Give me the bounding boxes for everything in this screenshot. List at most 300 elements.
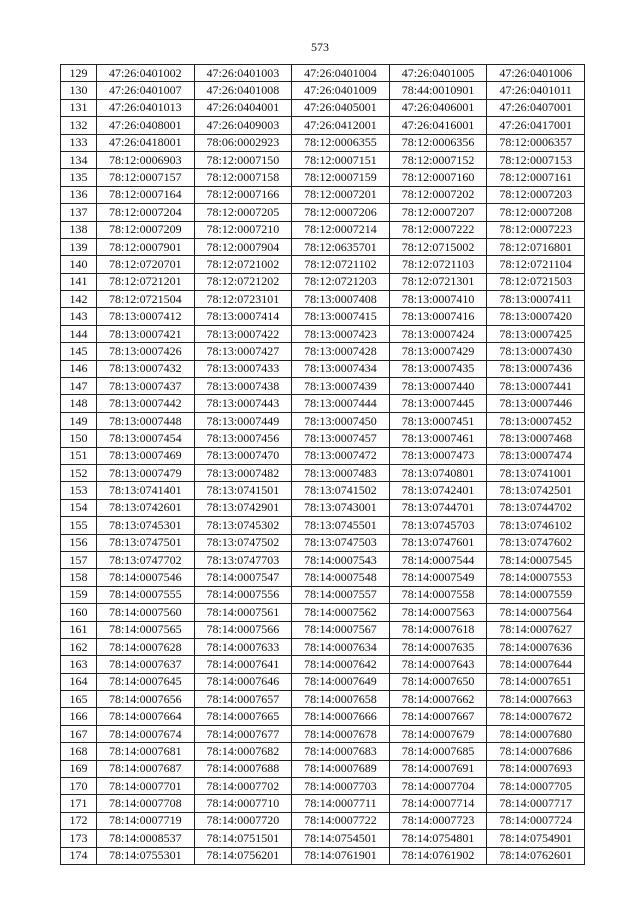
cadastral-code-cell: 78:14:0007627	[487, 621, 585, 638]
row-number-cell: 138	[61, 221, 97, 238]
cadastral-code-cell: 78:12:0007901	[97, 238, 195, 255]
cadastral-code-cell: 78:14:0007636	[487, 638, 585, 655]
cadastral-code-cell: 78:13:0007446	[487, 395, 585, 412]
cadastral-code-cell: 78:14:0007553	[487, 569, 585, 586]
cadastral-code-cell: 78:14:0007704	[389, 778, 487, 795]
cadastral-code-cell: 78:13:0007439	[292, 378, 390, 395]
cadastral-code-cell: 78:12:0007157	[97, 169, 195, 186]
cadastral-code-cell: 78:14:0007683	[292, 743, 390, 760]
cadastral-code-cell: 47:26:0401009	[292, 82, 390, 99]
cadastral-code-cell: 78:14:0756201	[194, 847, 292, 864]
cadastral-code-cell: 78:14:0754801	[389, 830, 487, 847]
row-number-cell: 167	[61, 725, 97, 742]
row-number-cell: 141	[61, 273, 97, 290]
cadastral-code-cell: 78:14:0007567	[292, 621, 390, 638]
cadastral-code-cell: 47:26:0401006	[487, 65, 585, 82]
cadastral-code-cell: 78:13:0007430	[487, 343, 585, 360]
table-row	[61, 308, 585, 325]
cadastral-code-cell: 78:14:0007561	[194, 604, 292, 621]
cadastral-code-cell: 78:13:0745302	[194, 517, 292, 534]
row-number-cell: 145	[61, 343, 97, 360]
cadastral-code-cell: 78:13:0741001	[487, 464, 585, 481]
cadastral-code-cell: 78:14:0007701	[97, 778, 195, 795]
cadastral-code-cell: 78:14:0007644	[487, 656, 585, 673]
row-number-cell: 165	[61, 691, 97, 708]
table-row	[61, 812, 585, 829]
cadastral-code-cell: 78:13:0007421	[97, 325, 195, 342]
table-row	[61, 430, 585, 447]
row-number-cell: 147	[61, 378, 97, 395]
cadastral-code-cell: 78:12:0007208	[487, 204, 585, 221]
cadastral-code-cell: 78:13:0747702	[97, 551, 195, 568]
page-number: 573	[311, 40, 329, 54]
row-number-cell: 143	[61, 308, 97, 325]
cadastral-code-cell: 78:14:0007555	[97, 586, 195, 603]
cadastral-code-cell: 78:12:0721002	[194, 256, 292, 273]
cadastral-code-cell: 78:13:0007424	[389, 325, 487, 342]
cadastral-code-cell: 78:12:0007207	[389, 204, 487, 221]
cadastral-code-cell: 47:26:0406001	[389, 99, 487, 116]
cadastral-code-cell: 78:44:0010901	[389, 82, 487, 99]
cadastral-code-cell: 78:13:0007411	[487, 291, 585, 308]
table-row	[61, 656, 585, 673]
cadastral-code-cell: 47:26:0408001	[97, 117, 195, 134]
cadastral-code-cell: 78:12:0007166	[194, 186, 292, 203]
cadastral-code-cell: 78:14:0761902	[389, 847, 487, 864]
cadastral-code-cell: 78:13:0007452	[487, 412, 585, 429]
row-number-cell: 153	[61, 482, 97, 499]
cadastral-code-cell: 78:14:0007618	[389, 621, 487, 638]
cadastral-code-cell: 47:26:0416001	[389, 117, 487, 134]
cadastral-code-cell: 47:26:0401004	[292, 65, 390, 82]
table-row	[61, 743, 585, 760]
cadastral-code-cell: 78:14:0007634	[292, 638, 390, 655]
cadastral-code-cell: 78:12:0721202	[194, 273, 292, 290]
row-number-cell: 148	[61, 395, 97, 412]
cadastral-code-cell: 47:26:0409003	[194, 117, 292, 134]
cadastral-code-cell: 78:14:0007714	[389, 795, 487, 812]
row-number-cell: 166	[61, 708, 97, 725]
row-number-cell: 137	[61, 204, 97, 221]
table-row	[61, 117, 585, 134]
table-row	[61, 795, 585, 812]
cadastral-code-cell: 78:13:0007449	[194, 412, 292, 429]
cadastral-code-cell: 78:14:0007663	[487, 691, 585, 708]
cadastral-code-cell: 78:13:0007457	[292, 430, 390, 447]
cadastral-code-cell: 78:14:0007548	[292, 569, 390, 586]
cadastral-code-cell: 78:14:0007645	[97, 673, 195, 690]
cadastral-code-cell: 78:13:0744701	[389, 499, 487, 516]
row-number-cell: 162	[61, 638, 97, 655]
cadastral-code-cell: 78:13:0007443	[194, 395, 292, 412]
cadastral-code-cell: 78:14:0007682	[194, 743, 292, 760]
cadastral-code-cell: 78:14:0007677	[194, 725, 292, 742]
cadastral-code-cell: 78:13:0007456	[194, 430, 292, 447]
cadastral-code-cell: 78:14:0007672	[487, 708, 585, 725]
row-number-cell: 160	[61, 604, 97, 621]
cadastral-code-cell: 47:26:0417001	[487, 117, 585, 134]
cadastral-code-cell: 78:14:0007723	[389, 812, 487, 829]
cadastral-code-cell: 78:12:0006357	[487, 134, 585, 151]
cadastral-code-cell: 78:14:0007544	[389, 551, 487, 568]
cadastral-code-cell: 47:26:0418001	[97, 134, 195, 151]
table-row	[61, 412, 585, 429]
row-number-cell: 142	[61, 291, 97, 308]
cadastral-code-cell: 78:12:0007206	[292, 204, 390, 221]
table-row	[61, 725, 585, 742]
table-row	[61, 551, 585, 568]
cadastral-code-cell: 78:13:0007429	[389, 343, 487, 360]
cadastral-code-cell: 78:14:0007705	[487, 778, 585, 795]
table-row	[61, 256, 585, 273]
cadastral-code-cell: 47:26:0401003	[194, 65, 292, 82]
cadastral-code-cell: 78:14:0007547	[194, 569, 292, 586]
row-number-cell: 150	[61, 430, 97, 447]
cadastral-code-cell: 78:13:0007483	[292, 464, 390, 481]
cadastral-code-cell: 78:12:0007202	[389, 186, 487, 203]
row-number-cell: 169	[61, 760, 97, 777]
table-row	[61, 82, 585, 99]
cadastral-code-cell: 78:14:0007556	[194, 586, 292, 603]
cadastral-code-cell: 78:13:0742401	[389, 482, 487, 499]
table-row	[61, 499, 585, 516]
table-row	[61, 325, 585, 342]
cadastral-code-cell: 78:14:0007558	[389, 586, 487, 603]
cadastral-code-cell: 78:14:0007703	[292, 778, 390, 795]
cadastral-code-cell: 78:12:0721301	[389, 273, 487, 290]
table-row	[61, 238, 585, 255]
row-number-cell: 154	[61, 499, 97, 516]
row-number-cell: 149	[61, 412, 97, 429]
cadastral-code-cell: 78:14:0007678	[292, 725, 390, 742]
cadastral-code-cell: 78:13:0743001	[292, 499, 390, 516]
cadastral-code-cell: 78:14:0007564	[487, 604, 585, 621]
row-number-cell: 173	[61, 830, 97, 847]
row-number-cell: 159	[61, 586, 97, 603]
cadastral-code-cell: 78:14:0007719	[97, 812, 195, 829]
row-number-cell: 164	[61, 673, 97, 690]
cadastral-code-cell: 78:14:0754501	[292, 830, 390, 847]
cadastral-code-cell: 78:13:0007423	[292, 325, 390, 342]
cadastral-code-cell: 78:14:0007650	[389, 673, 487, 690]
table-row	[61, 534, 585, 551]
cadastral-code-cell: 78:14:0007674	[97, 725, 195, 742]
cadastral-code-cell: 78:12:0007152	[389, 151, 487, 168]
table-row	[61, 621, 585, 638]
cadastral-code-cell: 78:13:0007461	[389, 430, 487, 447]
cadastral-code-cell: 78:13:0007427	[194, 343, 292, 360]
cadastral-code-cell: 78:12:0007223	[487, 221, 585, 238]
cadastral-code-cell: 78:12:0007164	[97, 186, 195, 203]
cadastral-code-cell: 78:12:0721504	[97, 291, 195, 308]
cadastral-code-cell: 78:13:0007440	[389, 378, 487, 395]
cadastral-code-cell: 78:13:0740801	[389, 464, 487, 481]
cadastral-code-cell: 78:14:0007666	[292, 708, 390, 725]
cadastral-code-cell: 78:14:0007667	[389, 708, 487, 725]
cadastral-code-cell: 78:12:0007150	[194, 151, 292, 168]
table-row	[61, 151, 585, 168]
cadastral-code-cell: 78:13:0007442	[97, 395, 195, 412]
row-number-cell: 163	[61, 656, 97, 673]
cadastral-code-cell: 78:13:0746102	[487, 517, 585, 534]
cadastral-code-cell: 78:14:0007565	[97, 621, 195, 638]
cadastral-code-cell: 78:13:0007438	[194, 378, 292, 395]
cadastral-code-cell: 78:14:0007549	[389, 569, 487, 586]
cadastral-code-cell: 78:14:0007657	[194, 691, 292, 708]
cadastral-code-cell: 78:14:0007642	[292, 656, 390, 673]
cadastral-code-cell: 78:13:0742601	[97, 499, 195, 516]
cadastral-code-cell: 78:14:0007691	[389, 760, 487, 777]
row-number-cell: 152	[61, 464, 97, 481]
cadastral-code-cell: 47:26:0412001	[292, 117, 390, 134]
cadastral-code-cell: 78:13:0007444	[292, 395, 390, 412]
cadastral-code-cell: 78:14:0007687	[97, 760, 195, 777]
table-row	[61, 691, 585, 708]
cadastral-code-cell: 78:12:0721203	[292, 273, 390, 290]
cadastral-code-cell: 78:13:0007414	[194, 308, 292, 325]
table-row	[61, 360, 585, 377]
cadastral-code-cell: 78:12:0007153	[487, 151, 585, 168]
table-row	[61, 169, 585, 186]
row-number-cell: 144	[61, 325, 97, 342]
row-number-cell: 136	[61, 186, 97, 203]
cadastral-code-cell: 78:14:0007717	[487, 795, 585, 812]
row-number-cell: 155	[61, 517, 97, 534]
cadastral-code-cell: 78:12:0721102	[292, 256, 390, 273]
row-number-cell: 140	[61, 256, 97, 273]
cadastral-code-cell: 78:13:0007441	[487, 378, 585, 395]
table-row	[61, 482, 585, 499]
cadastral-code-cell: 78:13:0007428	[292, 343, 390, 360]
cadastral-code-cell: 78:13:0007432	[97, 360, 195, 377]
cadastral-code-cell: 78:13:0741501	[194, 482, 292, 499]
cadastral-code-cell: 78:13:0007437	[97, 378, 195, 395]
cadastral-code-cell: 78:13:0007434	[292, 360, 390, 377]
cadastral-code-cell: 78:14:0007566	[194, 621, 292, 638]
cadastral-code-cell: 78:14:0007693	[487, 760, 585, 777]
cadastral-code-cell: 78:13:0745501	[292, 517, 390, 534]
cadastral-code-cell: 47:26:0401013	[97, 99, 195, 116]
cadastral-code-cell: 78:12:0721201	[97, 273, 195, 290]
row-number-cell: 156	[61, 534, 97, 551]
cadastral-code-cell: 78:06:0002923	[194, 134, 292, 151]
cadastral-code-cell: 78:14:0007679	[389, 725, 487, 742]
cadastral-code-cell: 78:12:0007201	[292, 186, 390, 203]
cadastral-code-cell: 78:14:0007543	[292, 551, 390, 568]
cadastral-code-cell: 78:14:0007641	[194, 656, 292, 673]
row-number-cell: 131	[61, 99, 97, 116]
cadastral-code-cell: 78:14:0007665	[194, 708, 292, 725]
cadastral-code-cell: 78:14:0007689	[292, 760, 390, 777]
cadastral-code-cell: 78:13:0747502	[194, 534, 292, 551]
cadastral-code-cell: 78:14:0007633	[194, 638, 292, 655]
cadastral-code-cell: 78:13:0007433	[194, 360, 292, 377]
cadastral-code-cell: 78:12:0007160	[389, 169, 487, 186]
cadastral-code-cell: 78:13:0007479	[97, 464, 195, 481]
cadastral-code-cell: 78:13:0747501	[97, 534, 195, 551]
cadastral-code-cell: 78:13:0007450	[292, 412, 390, 429]
cadastral-code-cell: 78:12:0007205	[194, 204, 292, 221]
cadastral-code-cell: 78:13:0007482	[194, 464, 292, 481]
table-row	[61, 378, 585, 395]
table-row	[61, 395, 585, 412]
cadastral-code-cell: 78:13:0007420	[487, 308, 585, 325]
cadastral-code-cell: 47:26:0405001	[292, 99, 390, 116]
cadastral-code-cell: 78:14:0007651	[487, 673, 585, 690]
cadastral-code-cell: 78:12:0007161	[487, 169, 585, 186]
table-row	[61, 447, 585, 464]
cadastral-code-cell: 78:14:0007628	[97, 638, 195, 655]
cadastral-code-cell: 78:13:0007474	[487, 447, 585, 464]
cadastral-code-cell: 78:13:0741401	[97, 482, 195, 499]
table-row	[61, 464, 585, 481]
cadastral-code-cell: 78:13:0007410	[389, 291, 487, 308]
cadastral-code-cell: 78:13:0007445	[389, 395, 487, 412]
table-row	[61, 204, 585, 221]
table-row	[61, 134, 585, 151]
cadastral-code-cell: 78:14:0007545	[487, 551, 585, 568]
table-row	[61, 586, 585, 603]
table-row	[61, 569, 585, 586]
cadastral-code-cell: 78:13:0747602	[487, 534, 585, 551]
cadastral-code-cell: 78:14:0007656	[97, 691, 195, 708]
cadastral-code-cell: 78:14:0007686	[487, 743, 585, 760]
table-body	[61, 65, 585, 865]
cadastral-code-cell: 78:14:0007702	[194, 778, 292, 795]
cadastral-code-cell: 78:12:0007204	[97, 204, 195, 221]
cadastral-code-cell: 78:12:0007158	[194, 169, 292, 186]
cadastral-code-cell: 78:13:0007408	[292, 291, 390, 308]
cadastral-code-cell: 78:13:0741502	[292, 482, 390, 499]
row-number-cell: 174	[61, 847, 97, 864]
cadastral-code-cell: 78:14:0761901	[292, 847, 390, 864]
table-row	[61, 830, 585, 847]
cadastral-code-cell: 78:12:0006903	[97, 151, 195, 168]
cadastral-code-cell: 78:12:0635701	[292, 238, 390, 255]
cadastral-code-cell: 78:14:0007681	[97, 743, 195, 760]
cadastral-code-cell: 47:26:0407001	[487, 99, 585, 116]
cadastral-code-cell: 78:14:0007720	[194, 812, 292, 829]
cadastral-code-cell: 78:13:0007451	[389, 412, 487, 429]
table-row	[61, 273, 585, 290]
cadastral-code-cell: 78:12:0721104	[487, 256, 585, 273]
cadastral-code-cell: 78:12:0006356	[389, 134, 487, 151]
cadastral-code-cell: 78:14:0007722	[292, 812, 390, 829]
cadastral-code-cell: 78:12:0715002	[389, 238, 487, 255]
cadastral-code-cell: 78:14:0007664	[97, 708, 195, 725]
row-number-cell: 170	[61, 778, 97, 795]
table-row	[61, 604, 585, 621]
cadastral-code-cell: 78:13:0007472	[292, 447, 390, 464]
table-row	[61, 99, 585, 116]
table-row	[61, 760, 585, 777]
cadastral-code-cell: 78:12:0723101	[194, 291, 292, 308]
table-row	[61, 517, 585, 534]
cadastral-code-cell: 78:12:0007151	[292, 151, 390, 168]
cadastral-code-cell: 78:13:0747703	[194, 551, 292, 568]
row-number-cell: 161	[61, 621, 97, 638]
cadastral-code-cell: 78:14:0007635	[389, 638, 487, 655]
cadastral-code-cell: 78:12:0007222	[389, 221, 487, 238]
cadastral-code-cell: 78:13:0745703	[389, 517, 487, 534]
cadastral-code-cell: 47:26:0401008	[194, 82, 292, 99]
cadastral-code-cell: 78:12:0007209	[97, 221, 195, 238]
cadastral-code-cell: 78:12:0720701	[97, 256, 195, 273]
cadastral-code-cell: 47:26:0401005	[389, 65, 487, 82]
cadastral-code-cell: 78:13:0007435	[389, 360, 487, 377]
cadastral-code-cell: 78:12:0006355	[292, 134, 390, 151]
cadastral-code-cell: 78:14:0007643	[389, 656, 487, 673]
cadastral-code-cell: 78:14:0007557	[292, 586, 390, 603]
table-row	[61, 708, 585, 725]
cadastral-code-cell: 47:26:0401002	[97, 65, 195, 82]
cadastral-code-cell: 78:14:0007649	[292, 673, 390, 690]
cadastral-code-cell: 78:13:0007415	[292, 308, 390, 325]
row-number-cell: 129	[61, 65, 97, 82]
cadastral-code-cell: 78:14:0755301	[97, 847, 195, 864]
row-number-cell: 158	[61, 569, 97, 586]
cadastral-code-cell: 47:26:0401011	[487, 82, 585, 99]
cadastral-code-cell: 78:14:0007680	[487, 725, 585, 742]
cadastral-code-cell: 78:12:0721103	[389, 256, 487, 273]
table-row	[61, 778, 585, 795]
table-row	[61, 186, 585, 203]
cadastral-code-cell: 78:13:0007468	[487, 430, 585, 447]
row-number-cell: 146	[61, 360, 97, 377]
table-row	[61, 221, 585, 238]
cadastral-code-cell: 78:14:0007724	[487, 812, 585, 829]
row-number-cell: 132	[61, 117, 97, 134]
cadastral-code-cell: 78:14:0751501	[194, 830, 292, 847]
cadastral-code-cell: 78:14:0007688	[194, 760, 292, 777]
row-number-cell: 172	[61, 812, 97, 829]
row-number-cell: 130	[61, 82, 97, 99]
cadastral-code-cell: 78:13:0007425	[487, 325, 585, 342]
cadastral-code-cell: 78:14:0007708	[97, 795, 195, 812]
row-number-cell: 135	[61, 169, 97, 186]
cadastral-code-cell: 78:13:0745301	[97, 517, 195, 534]
cadastral-code-cell: 78:12:0007210	[194, 221, 292, 238]
cadastral-code-cell: 78:12:0007904	[194, 238, 292, 255]
cadastral-code-cell: 78:13:0007470	[194, 447, 292, 464]
cadastral-code-cell: 78:14:0007637	[97, 656, 195, 673]
cadastral-code-cell: 78:13:0007436	[487, 360, 585, 377]
cadastral-code-cell: 78:12:0007203	[487, 186, 585, 203]
cadastral-code-cell: 78:14:0007546	[97, 569, 195, 586]
cadastral-code-cell: 78:14:0007562	[292, 604, 390, 621]
cadastral-code-cell: 78:13:0007473	[389, 447, 487, 464]
cadastral-code-cell: 78:13:0747503	[292, 534, 390, 551]
cadastral-code-cell: 78:13:0007448	[97, 412, 195, 429]
row-number-cell: 157	[61, 551, 97, 568]
cadastral-codes-table	[60, 64, 585, 865]
cadastral-code-cell: 78:13:0742501	[487, 482, 585, 499]
cadastral-code-cell: 47:26:0404001	[194, 99, 292, 116]
table-row	[61, 291, 585, 308]
row-number-cell: 134	[61, 151, 97, 168]
cadastral-code-cell: 78:12:0721503	[487, 273, 585, 290]
cadastral-code-cell: 78:13:0007422	[194, 325, 292, 342]
row-number-cell: 171	[61, 795, 97, 812]
cadastral-code-cell: 78:13:0007426	[97, 343, 195, 360]
cadastral-code-cell: 78:13:0007416	[389, 308, 487, 325]
cadastral-code-cell: 78:12:0716801	[487, 238, 585, 255]
table-row	[61, 65, 585, 82]
cadastral-code-cell: 78:13:0744702	[487, 499, 585, 516]
cadastral-code-cell: 78:14:0007662	[389, 691, 487, 708]
row-number-cell: 133	[61, 134, 97, 151]
cadastral-code-cell: 78:13:0007412	[97, 308, 195, 325]
